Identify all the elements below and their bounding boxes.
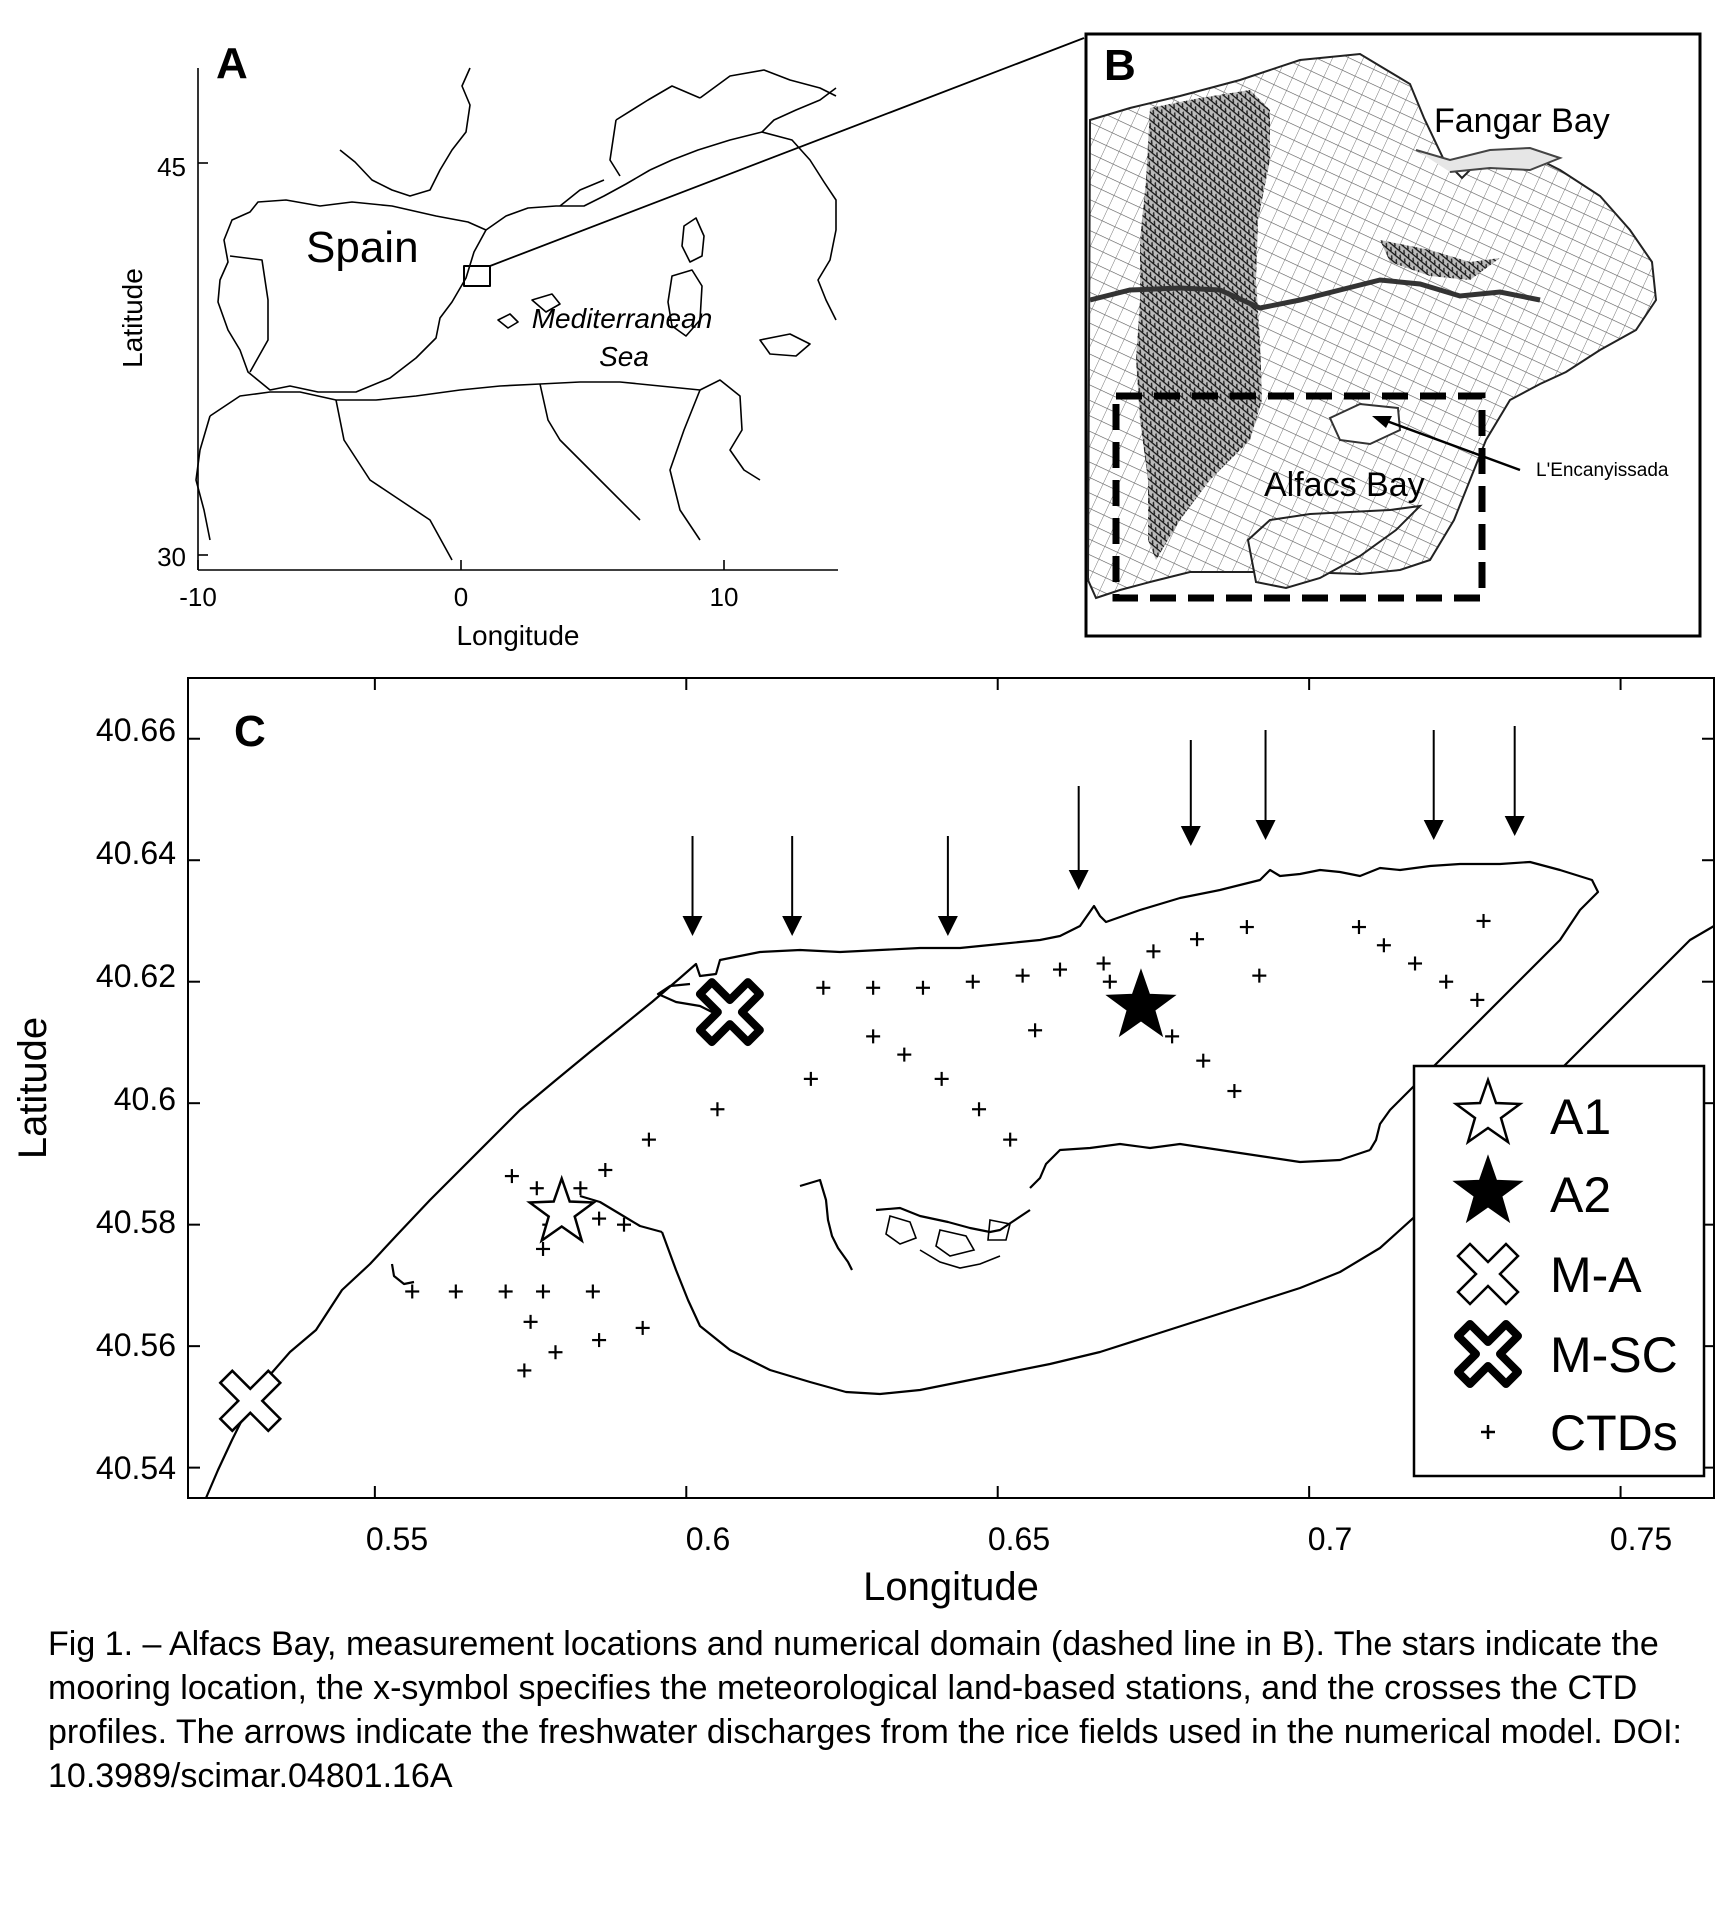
c-ytick-4058: 40.58	[95, 1204, 176, 1240]
label-spain: Spain	[306, 223, 419, 272]
panel-a-letter: A	[216, 39, 248, 88]
c-xtick-060: 0.6	[685, 1521, 731, 1557]
panel-b	[1086, 34, 1700, 636]
label-fangar-bay: Fangar Bay	[1434, 102, 1610, 140]
panel-a-ytick-30: 30	[157, 542, 186, 572]
panel-c	[11, 678, 1714, 1609]
figure-caption: Fig 1. – Alfacs Bay, measurement locations and numerical domain (dashed line in B). The stars indicate the mooring location, the x-symbol specifies the meteorological land-based stations, and the crosses the CTD profiles. The arrows indicate the freshwater discharges from the rice fields used in the numerical model. DOI: 10.3989/scimar.04801.16A	[48, 1625, 1682, 1795]
corsica	[682, 218, 704, 262]
panel-a-xtick-m10: -10	[179, 582, 217, 612]
panel-a-xlabel: Longitude	[456, 620, 580, 651]
c-xtick-075: 0.75	[1609, 1521, 1673, 1557]
legend	[1414, 1066, 1704, 1476]
panel-a-ytick-45: 45	[157, 152, 186, 182]
panel-a-xtick-0: 0	[453, 582, 469, 612]
c-ytick-4066: 40.66	[95, 712, 176, 748]
c-ytick-406: 40.6	[113, 1081, 176, 1117]
africa-coast	[210, 380, 760, 480]
zoom-line-upper	[490, 38, 1084, 266]
c-xtick-065: 0.65	[987, 1521, 1051, 1557]
legend-label-ctds: CTDs	[1550, 1405, 1678, 1461]
label-encanyissada: L'Encanyissada	[1536, 460, 1669, 481]
c-ytick-4064: 40.64	[95, 835, 176, 871]
c-xtick-055: 0.55	[365, 1521, 429, 1557]
panel-a-map	[196, 38, 1084, 560]
panel-a-xtick-10: 10	[709, 582, 739, 612]
legend-label-msc: M-SC	[1550, 1327, 1678, 1383]
label-alfacs-bay: Alfacs Bay	[1264, 466, 1425, 504]
c-ylabel: Latitude	[11, 1016, 55, 1160]
c-xlabel: Longitude	[863, 1565, 1039, 1609]
legend-label-a2: A2	[1550, 1167, 1612, 1223]
inset-box	[464, 266, 490, 286]
panel-b-letter: B	[1104, 41, 1136, 90]
c-xtick-070: 0.7	[1307, 1521, 1353, 1557]
label-mediterranean: Mediterranean	[531, 303, 713, 334]
legend-label-a1: A1	[1550, 1089, 1612, 1145]
panel-a-ylabel: Latitude	[117, 268, 148, 368]
legend-label-ma: M-A	[1550, 1247, 1642, 1303]
c-ytick-4056: 40.56	[95, 1327, 176, 1363]
panel-a-axes	[198, 68, 838, 570]
c-ytick-4062: 40.62	[95, 958, 176, 994]
italy-coast	[650, 132, 836, 320]
label-sea: Sea	[599, 341, 649, 372]
panel-a	[117, 38, 1084, 651]
panel-c-letter: C	[234, 707, 266, 756]
c-ytick-4054: 40.54	[95, 1450, 176, 1486]
